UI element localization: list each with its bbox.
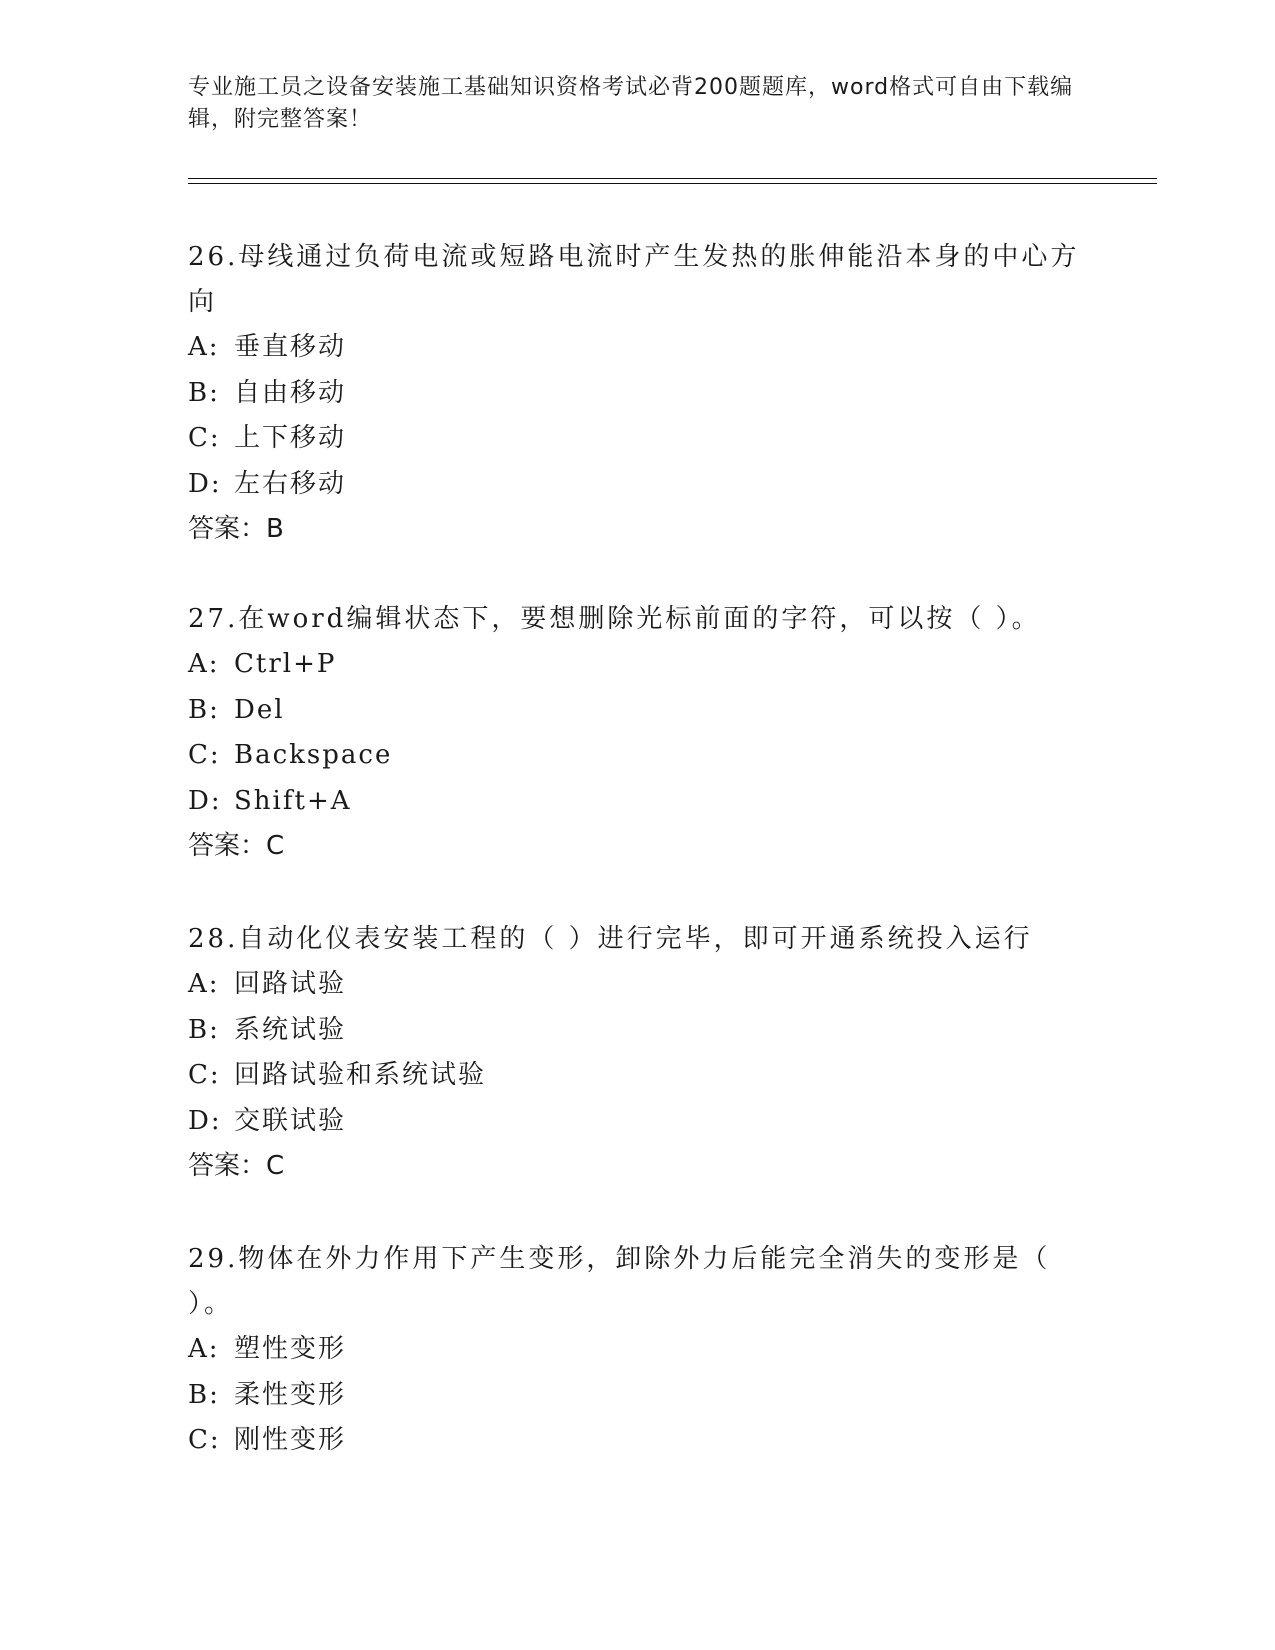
option-c: [188, 1418, 1088, 1464]
option-text: 系统试验: [234, 1014, 347, 1045]
option-d: [188, 1099, 1088, 1145]
header-divider-bottom: [188, 183, 1157, 184]
option-text: 回路试验: [234, 969, 347, 999]
option-b: [188, 1008, 1088, 1054]
option-text: Backspace: [234, 740, 393, 770]
option-letter: B:: [188, 377, 220, 408]
question-text: 29.物体在外力作用下产生变形，卸除外力后能完全消失的变形是（ ）。: [188, 1244, 1051, 1319]
option-a: [188, 962, 1088, 1008]
option-text: 上下移动: [234, 423, 347, 453]
option-text: Ctrl+P: [234, 649, 337, 679]
option-letter: B:: [188, 1379, 220, 1410]
option-a: [188, 1327, 1088, 1373]
option-letter: B:: [188, 694, 220, 725]
question-text: 26.母线通过负荷电流或短路电流时产生发热的胀伸能沿本身的中心方向: [188, 242, 1080, 317]
option-text: 左右移动: [234, 468, 347, 499]
option-text: Shift+A: [234, 785, 352, 816]
option-text: 垂直移动: [234, 332, 347, 362]
document-header: 专业施工员之设备安装施工基础知识资格考试必背200题题库，word格式可自由下载编辑，附完整答案！: [188, 75, 1074, 132]
option-letter: A:: [188, 649, 220, 679]
option-letter: A:: [188, 969, 220, 999]
option-c: [188, 733, 1088, 779]
option-d: [188, 779, 1088, 825]
option-letter: D:: [188, 468, 222, 499]
question-27: [188, 597, 1088, 870]
option-c: [188, 1053, 1088, 1099]
question-28: [188, 917, 1088, 1190]
option-text: 自由移动: [234, 377, 347, 408]
option-a: [188, 325, 1088, 371]
option-b: [188, 371, 1088, 417]
option-b: [188, 688, 1088, 734]
answer-line: 答案：C: [188, 1151, 285, 1181]
question-26: [188, 235, 1088, 553]
option-text: 回路试验和系统试验: [234, 1060, 487, 1090]
option-d: [188, 462, 1088, 508]
option-letter: A:: [188, 1334, 220, 1364]
option-letter: C:: [188, 423, 221, 453]
answer-line: 答案：B: [188, 514, 284, 544]
option-b: [188, 1373, 1088, 1419]
option-a: [188, 642, 1088, 688]
option-letter: B:: [188, 1014, 220, 1045]
option-letter: C:: [188, 1425, 221, 1455]
option-letter: C:: [188, 1060, 221, 1090]
option-c: [188, 416, 1088, 462]
question-text: 28.自动化仪表安装工程的（ ）进行完毕，即可开通系统投入运行: [188, 924, 1033, 954]
question-29: [188, 1237, 1088, 1464]
question-text: 27.在word编辑状态下，要想删除光标前面的字符，可以按（ ）。: [188, 604, 1041, 634]
header-divider-top: [188, 178, 1157, 179]
option-text: Del: [234, 694, 285, 725]
option-letter: C:: [188, 740, 221, 770]
option-letter: A:: [188, 332, 220, 362]
option-text: 塑性变形: [234, 1334, 347, 1364]
option-letter: D:: [188, 785, 222, 816]
answer-line: 答案：C: [188, 831, 285, 861]
option-letter: D:: [188, 1105, 222, 1136]
option-text: 柔性变形: [234, 1379, 347, 1410]
option-text: 刚性变形: [234, 1425, 347, 1455]
option-text: 交联试验: [234, 1105, 347, 1136]
